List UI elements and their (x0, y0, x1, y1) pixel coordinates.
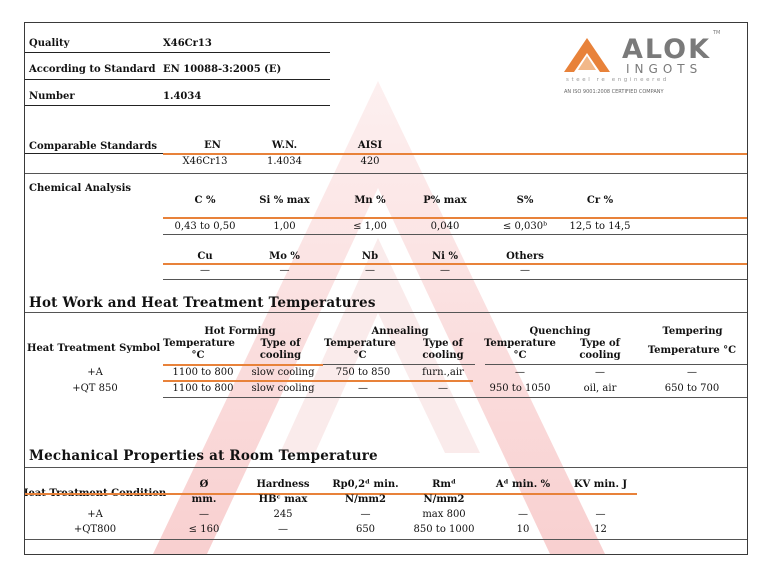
heat-row1-q-cool: — (595, 367, 605, 378)
mech-row1-dia: — (199, 509, 209, 520)
chem-header-cr: Cr % (586, 195, 614, 206)
chem-value-s: ≤ 0,030ᵇ (502, 221, 548, 232)
datasheet (24, 22, 748, 555)
chem-value-nb: — (365, 265, 375, 276)
chem-value-mo: — (279, 265, 290, 276)
chem-header-s: S% (516, 195, 534, 206)
group-quenching: Quenching (529, 326, 591, 337)
mech-unit-dia: mm. (191, 494, 217, 505)
number-label: Number (29, 91, 75, 102)
comp-header-aisi: AISI (357, 140, 383, 151)
logo-tm: TM (713, 30, 721, 36)
chem-value-cu: — (200, 265, 210, 276)
heat-row2-hf-cool: slow cooling (251, 383, 315, 394)
chem-value-ni: — (440, 265, 450, 276)
heat-row2-q-cool: oil, air (583, 383, 617, 394)
heat-section-title: Hot Work and Heat Treatment Temperatures (29, 295, 376, 311)
number-value: 1.4034 (163, 91, 202, 102)
mech-unit-rp: N/mm2 (345, 494, 386, 505)
heat-row1-hf-temp: 1100 to 800 (172, 367, 234, 378)
chem-value-others: — (520, 265, 530, 276)
standard-value: EN 10088-3:2005 (E) (163, 64, 282, 75)
hf-cool-header: Type of (260, 338, 301, 349)
mech-section-title: Mechanical Properties at Room Temperature (29, 448, 378, 464)
logo-triangle-icon (562, 36, 612, 74)
mech-row2-hb: — (278, 524, 288, 535)
alok-logo (558, 28, 733, 100)
comp-header-wn: W.N. (271, 140, 298, 151)
mech-row2-cond: +QT800 (73, 524, 117, 535)
heat-row1-hf-cool: slow cooling (251, 367, 315, 378)
mech-row2-dia: ≤ 160 (188, 524, 220, 535)
chem-header-si: Si % max (259, 195, 310, 206)
group-tempering: Tempering (662, 326, 723, 337)
chem-header-mn: Mn % (354, 195, 386, 206)
mech-row1-cond: +A (87, 509, 103, 520)
chem-header-cu: Cu (197, 251, 213, 262)
chem-value-c: 0,43 to 0,50 (174, 221, 236, 232)
hf-temp-unit: °C (191, 350, 205, 361)
comp-header-en: EN (204, 140, 221, 151)
group-hot-forming: Hot Forming (204, 326, 276, 337)
chem-header-ni: Ni % (432, 251, 458, 262)
heat-row2-symbol: +QT 850 (72, 383, 118, 394)
quality-value: X46Cr13 (163, 38, 212, 49)
standard-label: According to Standard (29, 64, 156, 75)
mech-row2-rp: 650 (355, 524, 376, 535)
heat-row1-q-temp: — (515, 367, 525, 378)
tempering-header: Temperature °C (647, 345, 737, 356)
q-cool-header: Type of (580, 338, 620, 349)
mech-row1-hb: 245 (273, 509, 293, 520)
chem-header-c: C % (194, 195, 216, 206)
mech-header-rm: Rmᵈ (432, 479, 456, 490)
heat-symbol-label: Heat Treatment Symbol (27, 343, 161, 354)
comp-value-aisi: 420 (360, 156, 380, 167)
logo-cert: AN ISO 9001:2008 CERTIFIED COMPANY (564, 89, 664, 95)
hf-temp-header: Temperature (163, 338, 235, 349)
logo-sub: INGOTS (626, 62, 703, 76)
chem-value-p: 0,040 (430, 221, 460, 232)
comp-value-wn: 1.4034 (267, 156, 302, 167)
comp-value-en: X46Cr13 (182, 156, 228, 167)
quality-label: Quality (29, 38, 70, 49)
mech-row2-kv: 12 (594, 524, 607, 535)
heat-row2-an-temp: — (358, 383, 368, 394)
heat-row2-hf-temp: 1100 to 800 (172, 383, 234, 394)
logo-name: ALOK (622, 34, 712, 65)
mech-row1-rm: max 800 (422, 509, 466, 520)
chem-header-others: Others (506, 251, 544, 262)
q-temp-header: Temperature (484, 338, 556, 349)
mech-unit-hardness: HBᶜ max (258, 494, 308, 505)
heat-row1-an-cool: furn.,air (422, 367, 464, 378)
heat-row1-an-temp: 750 to 850 (335, 367, 391, 378)
heat-row1-temper: — (687, 367, 697, 378)
heat-row2-q-temp: 950 to 1050 (489, 383, 551, 394)
heat-row2-an-cool: — (438, 383, 448, 394)
chem-value-si: 1,00 (273, 221, 296, 232)
chem-header-mo: Mo % (269, 251, 300, 262)
alok-watermark (25, 23, 747, 554)
chemical-label: Chemical Analysis (29, 183, 131, 194)
mech-header-a: Aᵈ min. % (495, 479, 551, 490)
q-cool-header-2: cooling (579, 350, 621, 361)
mech-row2-rm: 850 to 1000 (413, 524, 475, 535)
comparable-label: Comparable Standards (29, 141, 158, 152)
mech-unit-rm: N/mm2 (423, 494, 465, 505)
mech-row2-a: 10 (516, 524, 530, 535)
group-annealing: Annealing (371, 326, 429, 337)
heat-row1-symbol: +A (87, 367, 103, 378)
mech-header-kv: KV min. J (573, 479, 628, 490)
mech-header-dia: Ø (199, 479, 209, 490)
an-cool-header-2: cooling (422, 350, 464, 361)
an-cool-header: Type of (423, 338, 463, 349)
an-temp-unit: °C (353, 350, 367, 361)
mech-row1-a: — (518, 509, 528, 520)
chem-value-mn: ≤ 1,00 (353, 221, 387, 232)
mech-row1-kv: — (595, 509, 606, 520)
heat-row2-temper: 650 to 700 (664, 383, 720, 394)
hf-cool-header-2: cooling (259, 350, 302, 361)
mech-row1-rp: — (360, 509, 371, 520)
logo-tagline: steel re engineered (566, 77, 669, 83)
chem-header-p: P% max (423, 195, 467, 206)
mech-header-hardness: Hardness (256, 479, 310, 490)
chem-value-cr: 12,5 to 14,5 (569, 221, 631, 232)
q-temp-unit: °C (513, 350, 527, 361)
mech-header-rp: Rp0,2ᵈ min. (332, 479, 399, 490)
an-temp-header: Temperature (324, 338, 396, 349)
chem-header-nb: Nb (361, 251, 379, 262)
